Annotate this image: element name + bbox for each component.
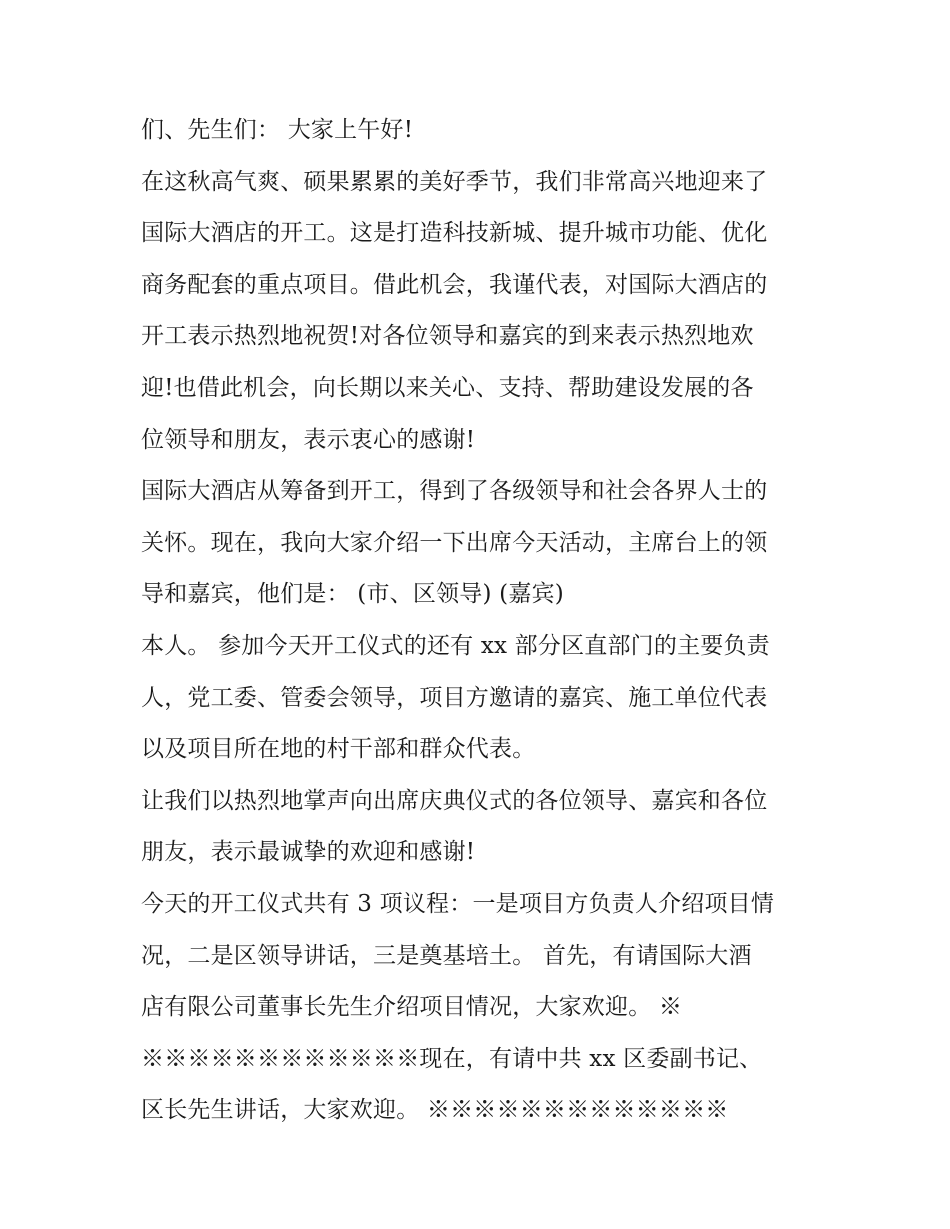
speech-text (141, 108, 821, 1140)
text-line: 位领导和朋友，表示衷心的感谢! (141, 426, 476, 453)
text-line: 开工表示热烈地祝贺!对各位领导和嘉宾的到来表示热烈地欢 (141, 323, 754, 350)
text-line: 况，二是区领导讲话，三是奠基培土。 首先，有请国际大酒 (141, 942, 752, 969)
text-line: 今天的开工仪式共有 3 项议程：一是项目方负责人介绍项目情 (141, 890, 775, 917)
text-line: 让我们以热烈地掌声向出席庆典仪式的各位领导、嘉宾和各位 (141, 787, 768, 814)
text-line: 区长先生讲话，大家欢迎。 ※※※※※※※※※※※※※ (141, 1097, 729, 1124)
text-line: 导和嘉宾，他们是： (市、区领导) (嘉宾) (141, 581, 564, 608)
text-line: 本人。 参加今天开工仪式的还有 xx 部分区直部门的主要负责 (141, 632, 770, 659)
text-line: 迎!也借此机会，向长期以来关心、支持、帮助建设发展的各 (141, 374, 754, 401)
text-line: 朋友，表示最诚挚的欢迎和感谢! (141, 839, 476, 866)
text-line: 店有限公司董事长先生介绍项目情况，大家欢迎。 ※ (141, 994, 683, 1021)
text-line: 在这秋高气爽、硕果累累的美好季节，我们非常高兴地迎来了 (141, 168, 768, 195)
text-line: ※※※※※※※※※※※※现在，有请中共 xx 区委副书记、 (141, 1045, 763, 1072)
text-line: 国际大酒店的开工。这是打造科技新城、提升城市功能、优化 (141, 220, 768, 247)
text-line: 人，党工委、管委会领导，项目方邀请的嘉宾、施工单位代表 (141, 684, 768, 711)
text-line: 国际大酒店从筹备到开工，得到了各级领导和社会各界人士的 (141, 478, 768, 505)
text-line: 关怀。现在，我向大家介绍一下出席今天活动，主席台上的领 (141, 529, 768, 556)
text-line: 商务配套的重点项目。借此机会，我谨代表，对国际大酒店的 (141, 271, 768, 298)
text-line: 们、先生们： 大家上午好! (141, 117, 414, 143)
text-line: 以及项目所在地的村干部和群众代表。 (141, 736, 536, 763)
